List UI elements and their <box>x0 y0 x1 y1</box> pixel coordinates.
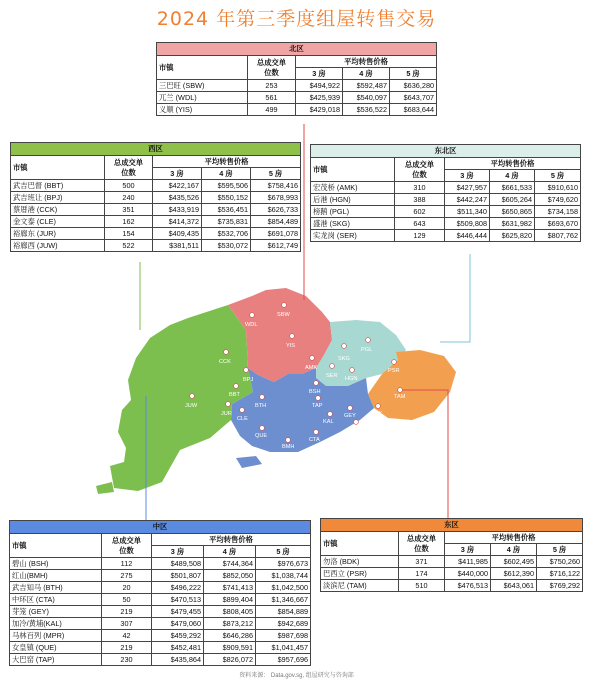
table-northeast <box>310 144 581 242</box>
marker-cle[interactable] <box>240 408 245 413</box>
town-cell: 红山(BMH) <box>10 570 102 582</box>
marker-psr[interactable] <box>392 360 397 365</box>
col-4room: 4 房 <box>202 168 251 180</box>
col-total: 总成交单 位数 <box>102 534 152 558</box>
price-3room-cell: $429,018 <box>296 104 343 116</box>
table-row <box>11 228 301 240</box>
price-3room-cell: $459,292 <box>152 630 204 642</box>
table-west <box>10 142 301 252</box>
price-4room-cell: $650,865 <box>490 206 535 218</box>
table-row <box>11 180 301 192</box>
price-5room-cell: $854,889 <box>256 606 311 618</box>
map-label-kal: KAL <box>323 419 334 425</box>
price-3room-cell: $442,247 <box>445 194 490 206</box>
col-4room: 4 房 <box>343 68 390 80</box>
table-row <box>10 582 311 594</box>
price-4room-cell: $744,364 <box>204 558 256 570</box>
price-3room-cell: $414,372 <box>153 216 202 228</box>
total-cell: 50 <box>102 594 152 606</box>
price-4room-cell: $631,982 <box>490 218 535 230</box>
price-3room-cell: $509,808 <box>445 218 490 230</box>
price-3room-cell: $435,864 <box>152 654 204 666</box>
price-4room-cell: $540,097 <box>343 92 390 104</box>
table-north <box>156 42 437 116</box>
col-avg-price: 平均转售价格 <box>152 534 311 546</box>
col-town: 市镇 <box>11 156 105 180</box>
region-title-northeast: 东北区 <box>311 145 581 158</box>
price-4room-cell: $899,404 <box>204 594 256 606</box>
map-label-pgl: PGL <box>361 347 373 353</box>
map-label-bsh: BSH <box>309 389 321 395</box>
town-cell: 马林百列 (MPR) <box>10 630 102 642</box>
table-row <box>157 92 437 104</box>
marker-ser[interactable] <box>330 364 335 369</box>
price-4room-cell: $532,706 <box>202 228 251 240</box>
col-3room: 3 房 <box>153 168 202 180</box>
table-row <box>11 192 301 204</box>
table-row <box>311 218 581 230</box>
price-3room-cell: $479,060 <box>152 618 204 630</box>
total-cell: 522 <box>105 240 153 252</box>
total-cell: 602 <box>395 206 445 218</box>
col-total: 总成交单 位数 <box>395 158 445 182</box>
table-row <box>10 594 311 606</box>
price-3room-cell: $427,957 <box>445 182 490 194</box>
price-4room-cell: $826,072 <box>204 654 256 666</box>
price-5room-cell: $942,689 <box>256 618 311 630</box>
price-4room-cell: $536,451 <box>202 204 251 216</box>
col-3room: 3 房 <box>296 68 343 80</box>
marker-gey[interactable] <box>348 406 353 411</box>
map-label-tam: TAM <box>394 394 406 400</box>
marker-juw[interactable] <box>190 394 195 399</box>
map-label-bth: BTH <box>255 403 267 409</box>
price-5room-cell: $693,670 <box>535 218 581 230</box>
price-5room-cell: $643,707 <box>390 92 437 104</box>
price-4room-cell: $536,522 <box>343 104 390 116</box>
town-cell: 武吉巴督 (BBT) <box>11 180 105 192</box>
total-cell: 388 <box>395 194 445 206</box>
town-cell: 后港 (HGN) <box>311 194 395 206</box>
map-label-bmh: BMH <box>282 444 295 450</box>
col-total: 总成交单 位数 <box>105 156 153 180</box>
map-label-mpr: MPR <box>350 427 363 433</box>
map-label-bpj: BPJ <box>243 377 254 383</box>
total-cell: 112 <box>102 558 152 570</box>
town-cell: 裕廊东 (JUR) <box>11 228 105 240</box>
marker-jur[interactable] <box>226 402 231 407</box>
price-5room-cell: $683,644 <box>390 104 437 116</box>
col-total: 总成交单 位数 <box>399 532 445 556</box>
col-4room: 4 房 <box>491 544 537 556</box>
price-4room-cell: $612,390 <box>491 568 537 580</box>
price-4room-cell: $873,212 <box>204 618 256 630</box>
price-5room-cell: $758,416 <box>251 180 301 192</box>
table-central <box>9 520 311 666</box>
price-4room-cell: $625,820 <box>490 230 535 242</box>
price-4room-cell: $605,264 <box>490 194 535 206</box>
marker-mpr[interactable] <box>354 420 359 425</box>
map-label-cle: CLE <box>237 416 248 422</box>
marker-bmh[interactable] <box>286 438 291 443</box>
region-title-west: 西区 <box>11 143 301 156</box>
total-cell: 510 <box>399 580 445 592</box>
price-3room-cell: $381,511 <box>153 240 202 252</box>
price-3room-cell: $496,222 <box>152 582 204 594</box>
map-label-cta: CTA <box>309 437 320 443</box>
map-label-hgn: HGN <box>345 376 358 382</box>
price-5room-cell: $734,158 <box>535 206 581 218</box>
town-cell: 碧山 (BSH) <box>10 558 102 570</box>
price-4room-cell: $808,405 <box>204 606 256 618</box>
table-row <box>321 568 583 580</box>
island-south <box>236 456 262 468</box>
town-cell: 加冷/黄埔(KAL) <box>10 618 102 630</box>
col-town: 市镇 <box>321 532 399 556</box>
marker-sbw[interactable] <box>282 303 287 308</box>
total-cell: 240 <box>105 192 153 204</box>
price-4room-cell: $643,061 <box>491 580 537 592</box>
marker-tap[interactable] <box>316 396 321 401</box>
price-3room-cell: $435,526 <box>153 192 202 204</box>
island-west <box>96 482 114 494</box>
price-3room-cell: $476,513 <box>445 580 491 592</box>
price-5room-cell: $636,280 <box>390 80 437 92</box>
price-3room-cell: $494,922 <box>296 80 343 92</box>
total-cell: 499 <box>248 104 296 116</box>
price-5room-cell: $987,698 <box>256 630 311 642</box>
table-row <box>157 104 437 116</box>
price-5room-cell: $678,993 <box>251 192 301 204</box>
table-row <box>10 630 311 642</box>
table-row <box>10 618 311 630</box>
price-5room-cell: $910,610 <box>535 182 581 194</box>
marker-kal[interactable] <box>328 412 333 417</box>
table-row <box>321 580 583 592</box>
price-5room-cell: $716,122 <box>537 568 583 580</box>
table-row <box>157 80 437 92</box>
col-4room: 4 房 <box>204 546 256 558</box>
col-3room: 3 房 <box>445 170 490 182</box>
price-4room-cell: $661,533 <box>490 182 535 194</box>
total-cell: 154 <box>105 228 153 240</box>
town-cell: 巴西立 (PSR) <box>321 568 399 580</box>
col-5room: 5 房 <box>256 546 311 558</box>
marker-pgl[interactable] <box>366 338 371 343</box>
col-3room: 3 房 <box>152 546 204 558</box>
town-cell: 勿洛 (BDK) <box>321 556 399 568</box>
town-cell: 裕廊西 (JUW) <box>11 240 105 252</box>
map-label-amk: AMK <box>305 365 318 371</box>
price-4room-cell: $595,506 <box>202 180 251 192</box>
table-row <box>10 642 311 654</box>
price-4room-cell: $909,591 <box>204 642 256 654</box>
price-5room-cell: $626,733 <box>251 204 301 216</box>
town-cell: 大巴窑 (TAP) <box>10 654 102 666</box>
town-cell: 芽笼 (GEY) <box>10 606 102 618</box>
price-5room-cell: $1,041,457 <box>256 642 311 654</box>
price-5room-cell: $612,749 <box>251 240 301 252</box>
price-3room-cell: $489,508 <box>152 558 204 570</box>
table-row <box>311 182 581 194</box>
total-cell: 42 <box>102 630 152 642</box>
price-5room-cell: $1,346,667 <box>256 594 311 606</box>
price-4room-cell: $602,495 <box>491 556 537 568</box>
map-label-skg: SKG <box>338 356 350 362</box>
map-label-wdl: WDL <box>245 322 258 328</box>
page-title: 2024 年第三季度组屋转售交易 <box>156 8 437 30</box>
region-title-central: 中区 <box>10 521 311 534</box>
price-4room-cell: $530,072 <box>202 240 251 252</box>
price-4room-cell: $550,152 <box>202 192 251 204</box>
col-5room: 5 房 <box>537 544 583 556</box>
total-cell: 307 <box>102 618 152 630</box>
map-label-gey: GEY <box>344 413 356 419</box>
price-5room-cell: $854,489 <box>251 216 301 228</box>
price-3room-cell: $433,919 <box>153 204 202 216</box>
total-cell: 500 <box>105 180 153 192</box>
col-avg-price: 平均转售价格 <box>153 156 301 168</box>
marker-wdl[interactable] <box>250 313 255 318</box>
table-row <box>11 240 301 252</box>
map-label-psr: PSR <box>388 368 400 374</box>
col-avg-price: 平均转售价格 <box>445 532 583 544</box>
map-label-tap: TAP <box>312 403 323 409</box>
price-3room-cell: $501,807 <box>152 570 204 582</box>
map-label-jur: JUR <box>221 411 232 417</box>
col-5room: 5 房 <box>535 170 581 182</box>
table-east <box>320 518 583 592</box>
table-row <box>11 204 301 216</box>
total-cell: 219 <box>102 606 152 618</box>
price-5room-cell: $750,260 <box>537 556 583 568</box>
marker-hgn[interactable] <box>350 368 355 373</box>
total-cell: 174 <box>399 568 445 580</box>
town-cell: 三巴旺 (SBW) <box>157 80 248 92</box>
town-cell: 武吉班让 (BPJ) <box>11 192 105 204</box>
price-5room-cell: $1,042,500 <box>256 582 311 594</box>
map-label-bdk: BDK <box>371 411 383 417</box>
total-cell: 219 <box>102 642 152 654</box>
col-town: 市镇 <box>157 56 248 80</box>
total-cell: 351 <box>105 204 153 216</box>
map-label-juw: JUW <box>185 403 198 409</box>
price-3room-cell: $409,435 <box>153 228 202 240</box>
table-row <box>311 206 581 218</box>
table-row <box>311 230 581 242</box>
total-cell: 253 <box>248 80 296 92</box>
town-cell: 兀兰 (WDL) <box>157 92 248 104</box>
total-cell: 371 <box>399 556 445 568</box>
region-title-north: 北区 <box>157 43 437 56</box>
marker-skg[interactable] <box>342 344 347 349</box>
marker-tam[interactable] <box>398 388 403 393</box>
marker-bbt[interactable] <box>234 384 239 389</box>
total-cell: 310 <box>395 182 445 194</box>
col-5room: 5 房 <box>251 168 301 180</box>
col-total: 总成交单 位数 <box>248 56 296 80</box>
town-cell: 武吉知马 (BTH) <box>10 582 102 594</box>
total-cell: 20 <box>102 582 152 594</box>
marker-que[interactable] <box>260 426 265 431</box>
price-4room-cell: $852,050 <box>204 570 256 582</box>
price-3room-cell: $440,000 <box>445 568 491 580</box>
price-5room-cell: $976,673 <box>256 558 311 570</box>
price-3room-cell: $425,939 <box>296 92 343 104</box>
table-row <box>10 558 311 570</box>
town-cell: 蔡厝港 (CCK) <box>11 204 105 216</box>
price-3room-cell: $446,444 <box>445 230 490 242</box>
total-cell: 162 <box>105 216 153 228</box>
town-cell: 实龙岗 (SER) <box>311 230 395 242</box>
price-5room-cell: $957,696 <box>256 654 311 666</box>
price-3room-cell: $511,340 <box>445 206 490 218</box>
marker-bth[interactable] <box>260 395 265 400</box>
callout-northeast <box>440 254 470 342</box>
town-cell: 榜鹅 (PGL) <box>311 206 395 218</box>
map-label-sbw: SBW <box>277 312 290 318</box>
price-4room-cell: $592,487 <box>343 80 390 92</box>
col-town: 市镇 <box>10 534 102 558</box>
table-row <box>311 194 581 206</box>
region-west[interactable] <box>110 305 253 491</box>
marker-bdk[interactable] <box>376 404 381 409</box>
map-label-cck: CCK <box>219 359 231 365</box>
town-cell: 金文泰 (CLE) <box>11 216 105 228</box>
town-cell: 女皇镇 (QUE) <box>10 642 102 654</box>
price-5room-cell: $807,762 <box>535 230 581 242</box>
map-label-que: QUE <box>255 433 268 439</box>
price-4room-cell: $646,286 <box>204 630 256 642</box>
price-5room-cell: $691,078 <box>251 228 301 240</box>
price-4room-cell: $741,413 <box>204 582 256 594</box>
price-3room-cell: $479,455 <box>152 606 204 618</box>
town-cell: 盛港 (SKG) <box>311 218 395 230</box>
col-town: 市镇 <box>311 158 395 182</box>
town-cell: 宏茂桥 (AMK) <box>311 182 395 194</box>
region-title-east: 东区 <box>321 519 583 532</box>
marker-bpj[interactable] <box>244 368 249 373</box>
town-cell: 中环区 (CTA) <box>10 594 102 606</box>
marker-yis[interactable] <box>290 334 295 339</box>
table-row <box>10 606 311 618</box>
marker-cta[interactable] <box>314 430 319 435</box>
table-row <box>10 570 311 582</box>
price-3room-cell: $411,985 <box>445 556 491 568</box>
marker-cck[interactable] <box>224 350 229 355</box>
col-4room: 4 房 <box>490 170 535 182</box>
price-5room-cell: $769,292 <box>537 580 583 592</box>
town-cell: 义顺 (YIS) <box>157 104 248 116</box>
col-3room: 3 房 <box>445 544 491 556</box>
total-cell: 643 <box>395 218 445 230</box>
table-row <box>11 216 301 228</box>
col-avg-price: 平均转售价格 <box>296 56 437 68</box>
total-cell: 129 <box>395 230 445 242</box>
total-cell: 230 <box>102 654 152 666</box>
map-label-bbt: BBT <box>229 392 240 398</box>
price-5room-cell: $1,038,744 <box>256 570 311 582</box>
col-5room: 5 房 <box>390 68 437 80</box>
price-3room-cell: $422,167 <box>153 180 202 192</box>
map-label-ser: SER <box>326 373 338 379</box>
table-row <box>321 556 583 568</box>
map-label-yis: YIS <box>286 343 296 349</box>
price-4room-cell: $735,831 <box>202 216 251 228</box>
total-cell: 561 <box>248 92 296 104</box>
price-3room-cell: $452,481 <box>152 642 204 654</box>
table-row <box>10 654 311 666</box>
town-cell: 淡滨尼 (TAM) <box>321 580 399 592</box>
marker-bsh[interactable] <box>314 381 319 386</box>
marker-amk[interactable] <box>310 356 315 361</box>
source-note: 资料来源： Data.gov.sg, 组屋研究与咨询部 <box>239 673 354 679</box>
price-3room-cell: $470,513 <box>152 594 204 606</box>
price-5room-cell: $749,620 <box>535 194 581 206</box>
col-avg-price: 平均转售价格 <box>445 158 581 170</box>
total-cell: 275 <box>102 570 152 582</box>
